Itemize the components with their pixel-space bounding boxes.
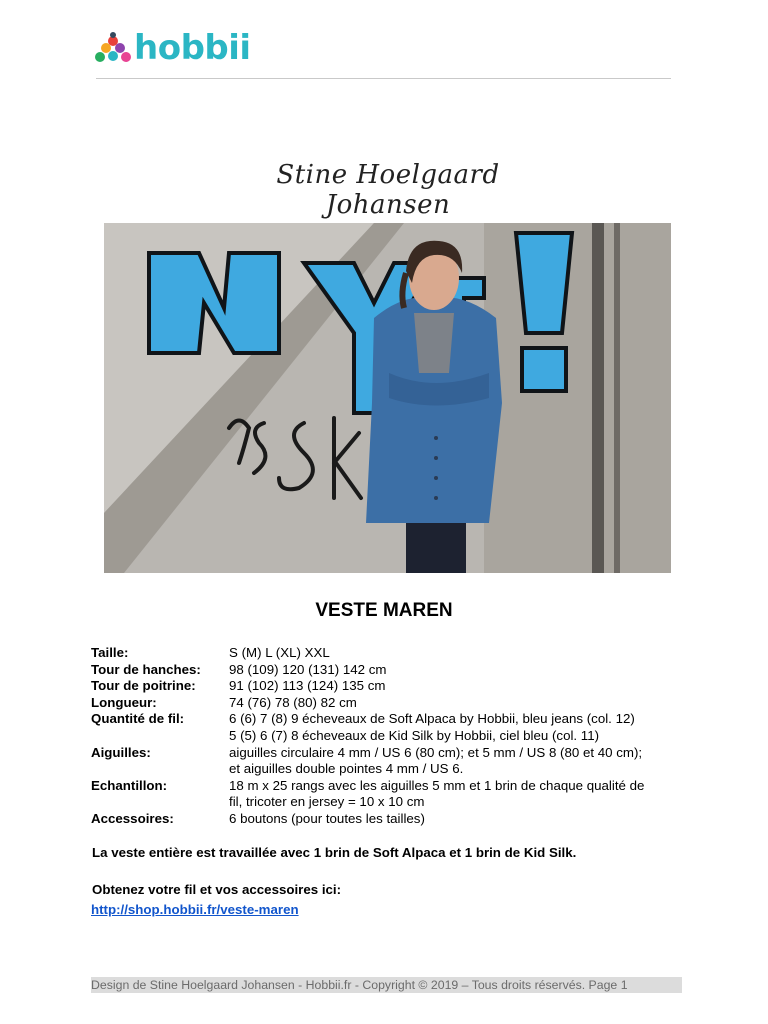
pattern-title: VESTE MAREN	[315, 600, 453, 621]
spec-value: 98 (109) 120 (131) 142 cm	[229, 661, 387, 677]
spec-label: Taille:	[91, 645, 129, 660]
spec-row-accessoires	[91, 811, 681, 828]
spec-value: 18 m x 25 rangs avec les aiguilles 5 mm et 1 brin de chaque qualité de fil, tricoter en jersey = 10 x 10 cm	[229, 777, 645, 810]
spec-label: Longueur:	[91, 694, 157, 710]
spec-row-quantite-de-fil	[91, 711, 681, 744]
designer-signature: Stine Hoelgaard Johansen	[276, 160, 500, 220]
spec-row-echantillon	[91, 778, 681, 811]
spec-row-aiguilles	[91, 745, 681, 778]
shop-cta: Obtenez votre fil et vos accessoires ici:	[92, 882, 342, 897]
logo-text: hobbii	[134, 28, 251, 68]
hobbii-logo[interactable]	[94, 29, 251, 67]
spec-row-tour-de-hanches	[91, 662, 681, 679]
page-footer: Design de Stine Hoelgaard Johansen - Hobbii.fr - Copyright © 2019 – Tous droits réservés. Page 1	[91, 977, 682, 993]
spec-row-longueur	[91, 695, 681, 712]
spec-label: Accessoires:	[91, 810, 174, 826]
cover-photo	[104, 223, 671, 573]
spec-label: Aiguilles:	[91, 744, 151, 760]
spec-label: Echantillon:	[91, 777, 168, 793]
spec-row-taille	[91, 645, 681, 662]
spec-row-tour-de-poitrine	[91, 678, 681, 695]
spec-value: 91 (102) 113 (124) 135 cm	[229, 678, 386, 694]
spec-value: 6 boutons (pour toutes les tailles)	[229, 810, 425, 826]
spec-value: S (M) L (XL) XXL	[229, 645, 330, 660]
yarn-balls-icon	[94, 31, 132, 65]
spec-value: 74 (76) 78 (80) 82 cm	[229, 694, 357, 710]
yarn-note: La veste entière est travaillée avec 1 brin de Soft Alpaca et 1 brin de Kid Silk.	[92, 845, 577, 860]
header-divider	[96, 78, 671, 79]
spec-value: aiguilles circulaire 4 mm / US 6 (80 cm); et 5 mm / US 8 (80 et 40 cm); et aiguilles double pointes 4 mm / US 6.	[229, 744, 643, 777]
shop-link[interactable]: http://shop.hobbii.fr/veste-maren	[91, 902, 299, 917]
specs-table	[91, 645, 681, 828]
spec-value: 6 (6) 7 (8) 9 écheveaux de Soft Alpaca by Hobbii, bleu jeans (col. 12) 5 (5) 6 (7) 8 écheveaux de Kid Silk by Hobbii, ciel bleu (col. 11)	[229, 711, 635, 743]
spec-label: Tour de hanches:	[91, 661, 201, 677]
spec-label: Quantité de fil:	[91, 711, 185, 727]
spec-label: Tour de poitrine:	[91, 678, 196, 694]
